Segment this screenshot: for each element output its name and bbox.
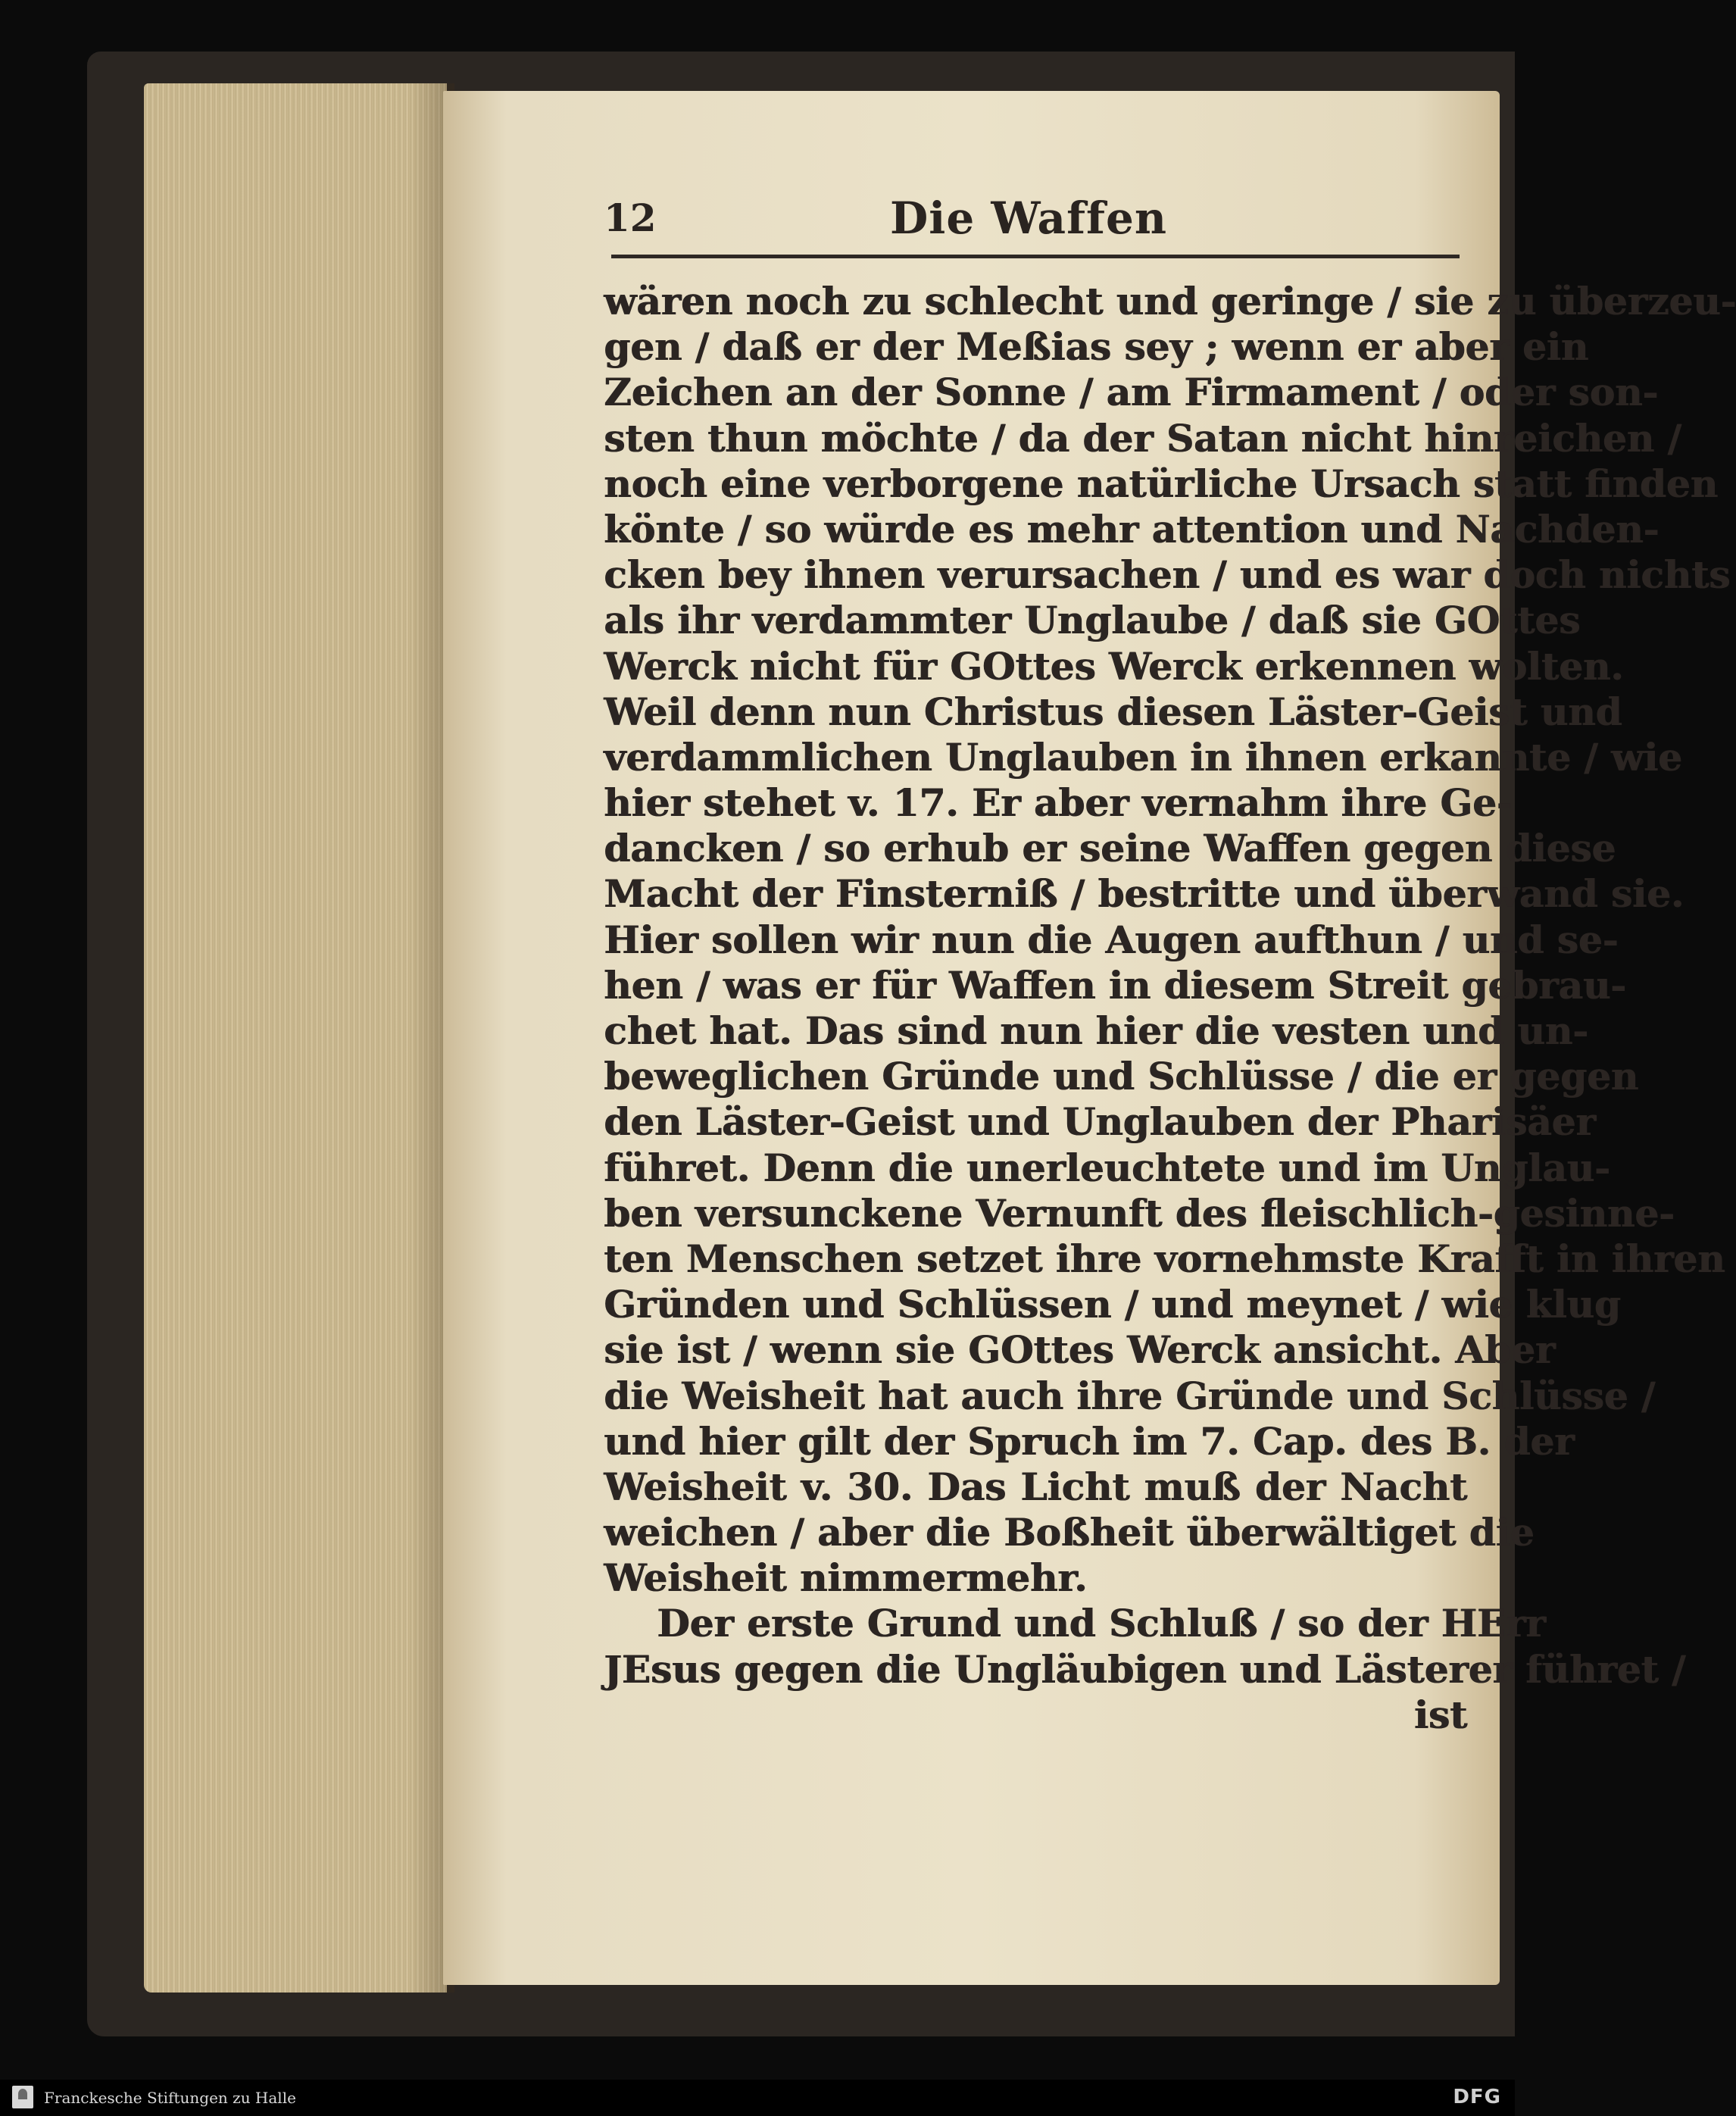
book-page xyxy=(443,91,1736,1985)
text-line: Werck nicht für GOttes Werck erkennen wolten. xyxy=(604,643,1624,689)
text-line: ben versunckene Vernunft des fleischlich-gesinne- xyxy=(604,1190,1675,1236)
text-line: beweglichen Gründe und Schlüsse / die er gegen xyxy=(604,1054,1639,1099)
text-line: cken bey ihnen verursachen / und es war doch nichts xyxy=(604,552,1731,598)
text-line: Weisheit nimmermehr. xyxy=(604,1555,1088,1601)
header-rule xyxy=(611,255,1460,258)
dfg-logo: DFG xyxy=(1453,2086,1501,2108)
text-line: sten thun möchte / da der Satan nicht hinreichen / xyxy=(604,415,1681,461)
page-body-text xyxy=(604,279,1736,1738)
text-line: noch eine verborgene natürliche Ursach statt finden xyxy=(604,461,1718,506)
page-header-title: Die Waffen xyxy=(890,192,1168,244)
text-line: wären noch zu schlecht und geringe / sie zu überzeu- xyxy=(604,279,1736,323)
text-line: und hier gilt der Spruch im 7. Cap. des B. der xyxy=(604,1418,1575,1464)
text-line: chet hat. Das sind nun hier die vesten und un- xyxy=(604,1008,1588,1053)
running-head xyxy=(443,192,1500,256)
text-line: ten Menschen setzet ihre vornehmste Krafft in ihren xyxy=(604,1236,1725,1281)
text-line: als ihr verdammter Unglaube / daß sie GOttes xyxy=(604,598,1581,643)
text-line: könte / so würde es mehr attention und Nachden- xyxy=(604,506,1660,552)
text-line: Weisheit v. 30. Das Licht muß der Nacht xyxy=(604,1464,1467,1509)
text-line: Macht der Finsterniß / bestritte und überwand sie. xyxy=(604,871,1684,917)
text-line: sie ist / wenn sie GOttes Werck ansicht. Aber xyxy=(604,1327,1556,1373)
text-line: JEsus gegen die Ungläubigen und Lästerer führet / xyxy=(604,1646,1686,1692)
text-line: Der erste Grund und Schluß / so der HErr xyxy=(657,1601,1546,1646)
institution-logo-icon xyxy=(12,2086,33,2108)
text-line: führet. Denn die unerleuchtete und im Unglau- xyxy=(604,1145,1610,1190)
text-line: weichen / aber die Boßheit überwältiget die xyxy=(604,1510,1535,1555)
text-line: Zeichen an der Sonne / am Firmament / oder son- xyxy=(604,370,1658,415)
text-line: gen / daß er der Meßias sey ; wenn er aber ein xyxy=(604,324,1589,370)
text-line: den Läster-Geist und Unglauben der Pharisäer xyxy=(604,1099,1596,1145)
text-line: hen / was er für Waffen in diesem Streit gebrau- xyxy=(604,962,1626,1008)
text-line: hier stehet v. 17. Er aber vernahm ihre Ge- xyxy=(604,780,1513,826)
text-line: dancken / so erhub er seine Waffen gegen diese xyxy=(604,826,1616,871)
page-edges xyxy=(144,83,447,1993)
text-line: Gründen und Schlüssen / und meynet / wie klug xyxy=(604,1282,1621,1327)
text-line: Hier sollen wir nun die Augen aufthun / und se- xyxy=(604,917,1619,962)
text-line: verdammlichen Unglauben in ihnen erkannte / wie xyxy=(604,734,1682,780)
text-line: Weil denn nun Christus diesen Läster-Geist und xyxy=(604,689,1622,734)
viewer-footer xyxy=(0,2080,1515,2116)
page-number: 12 xyxy=(604,195,657,240)
catchword: ist xyxy=(1413,1692,1467,1737)
text-line: die Weisheit hat auch ihre Gründe und Schlüsse / xyxy=(604,1373,1656,1418)
footer-credit: Franckesche Stiftungen zu Halle xyxy=(44,2089,296,2107)
